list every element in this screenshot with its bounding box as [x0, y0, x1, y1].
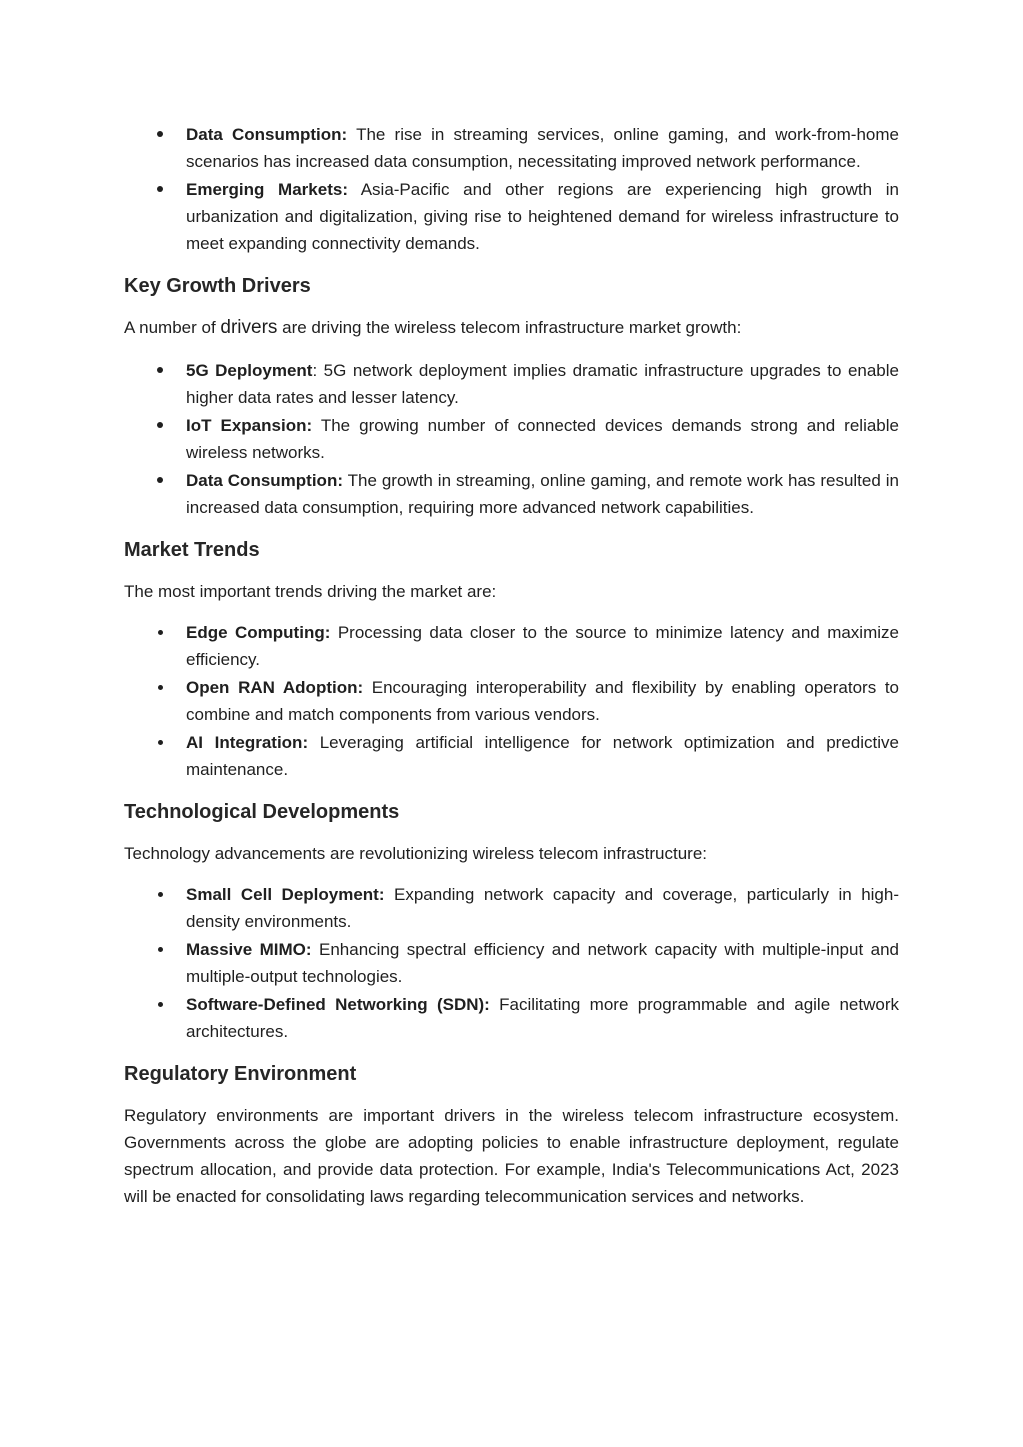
- item-text: Facilitating more programmable and agile network architectures.: [186, 995, 899, 1041]
- section-intro: The most important trends driving the market are:: [124, 582, 497, 601]
- bullet-icon: [154, 412, 166, 439]
- item-term: Massive MIMO:: [186, 940, 312, 959]
- item-text: Leveraging artificial intelligence for network optimization and predictive maintenance.: [186, 733, 899, 779]
- bullet-icon: [154, 881, 166, 908]
- list-item: [124, 176, 899, 257]
- item-text: Expanding network capacity and coverage, particularly in high-density environments.: [186, 885, 900, 931]
- top-bullet-list: [124, 121, 899, 257]
- item-text: Encouraging interoperability and flexibility by enabling operators to combine and match components from various vendors.: [186, 678, 899, 724]
- list-item: [124, 121, 899, 175]
- bullet-icon: [154, 991, 166, 1018]
- tech-dev-list: [124, 881, 899, 1045]
- bullet-icon: [154, 357, 166, 384]
- item-term: IoT Expansion:: [186, 416, 313, 435]
- list-item: [124, 467, 899, 521]
- market-trends-list: [124, 619, 899, 783]
- item-text: Processing data closer to the source to minimize latency and maximize efficiency.: [186, 623, 899, 669]
- section-heading-regulatory-environment: Regulatory Environment: [124, 1063, 357, 1085]
- item-term: Emerging Markets:: [186, 180, 348, 199]
- bullet-icon: [154, 176, 166, 203]
- item-term: 5G Deployment: [186, 361, 313, 380]
- intro-post: are driving the wireless telecom infrastructure market growth:: [277, 318, 742, 337]
- list-item: [124, 881, 899, 935]
- item-term: Small Cell Deployment:: [186, 885, 385, 904]
- document-page: [124, 121, 899, 1210]
- list-item: [124, 729, 899, 783]
- bullet-icon: [154, 467, 166, 494]
- list-item: [124, 674, 899, 728]
- intro-word: drivers: [220, 317, 278, 338]
- item-text: The rise in streaming services, online gaming, and work-from-home scenarios has increased data consumption, necessitating improved network performance.: [186, 125, 899, 171]
- item-term: AI Integration:: [186, 733, 309, 752]
- key-growth-list: [124, 357, 899, 521]
- bullet-icon: [154, 619, 166, 646]
- list-item: [124, 357, 899, 411]
- list-item: [124, 412, 899, 466]
- section-heading-technological-developments: Technological Developments: [124, 801, 400, 823]
- item-text: The growing number of connected devices demands strong and reliable wireless networks.: [186, 416, 899, 462]
- item-term: Edge Computing:: [186, 623, 331, 642]
- item-term: Data Consumption:: [186, 471, 343, 490]
- bullet-icon: [154, 121, 166, 148]
- item-text: Enhancing spectral efficiency and network capacity with multiple-input and multiple-output technologies.: [186, 940, 899, 986]
- item-text: : 5G network deployment implies dramatic infrastructure upgrades to enable higher data rates and lesser latency.: [186, 361, 899, 407]
- section-intro: Technology advancements are revolutionizing wireless telecom infrastructure:: [124, 844, 708, 863]
- bullet-icon: [154, 936, 166, 963]
- item-term: Data Consumption:: [186, 125, 348, 144]
- list-item: [124, 936, 899, 990]
- bullet-icon: [154, 729, 166, 756]
- item-term: Open RAN Adoption:: [186, 678, 364, 697]
- section-intro: [124, 314, 899, 341]
- intro-pre: A number of: [124, 318, 221, 337]
- item-term: Software-Defined Networking (SDN):: [186, 995, 490, 1014]
- list-item: [124, 991, 899, 1045]
- bullet-icon: [154, 674, 166, 701]
- list-item: [124, 619, 899, 673]
- section-heading-key-growth-drivers: Key Growth Drivers: [124, 275, 311, 297]
- item-text: Asia-Pacific and other regions are experiencing high growth in urbanization and digitalization, giving rise to heightened demand for wireless infrastructure to meet expanding connectivity demands.: [186, 180, 899, 253]
- section-heading-market-trends: Market Trends: [124, 539, 260, 561]
- item-text: The growth in streaming, online gaming, and remote work has resulted in increased data consumption, requiring more advanced network capabilities.: [186, 471, 899, 517]
- section-body: Regulatory environments are important drivers in the wireless telecom infrastructure ecosystem. Governments across the globe are adopting policies to enable infrastructure deployment, regulate spectrum allocation, and provide data protection. For example, India's Telecommunications Act, 2023 will be enacted for consolidating laws regarding telecommunication services and networks.: [124, 1106, 899, 1206]
